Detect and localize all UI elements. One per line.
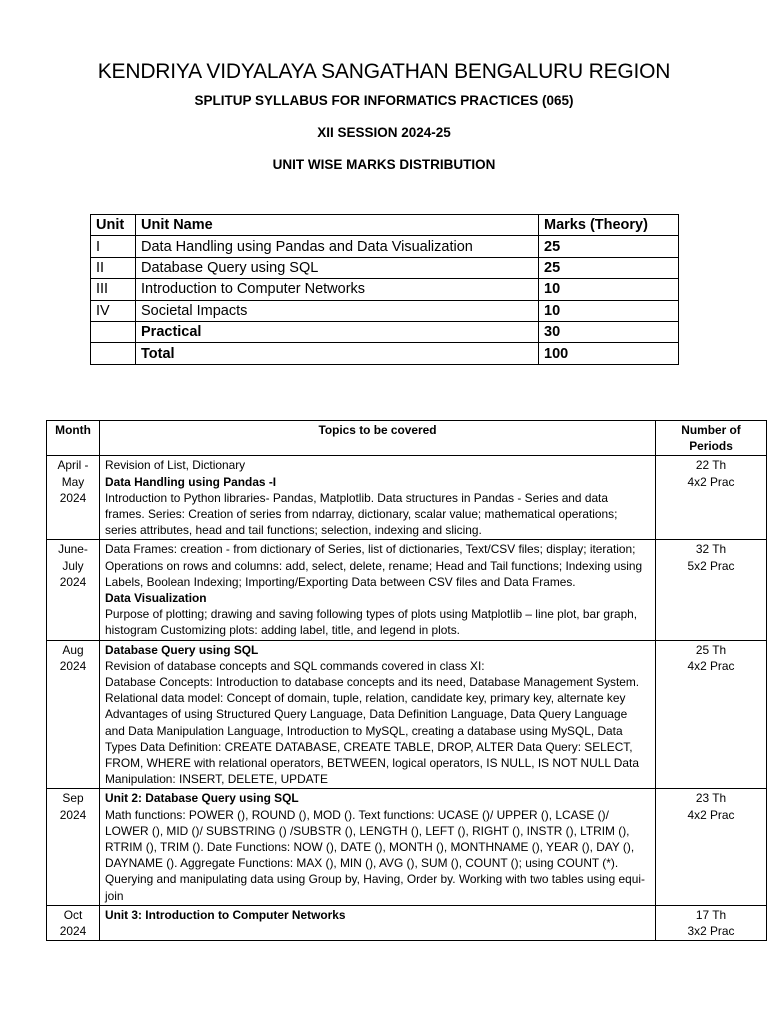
periods-line: 23 Th (695, 791, 727, 806)
month-line: July (62, 558, 84, 573)
month-line: 2024 (59, 658, 87, 673)
syllabus-subtitle: SPLITUP SYLLABUS FOR INFORMATICS PRACTICES (065) (194, 93, 574, 108)
periods-line: 4x2 Prac (687, 807, 735, 822)
marks-distribution-table (90, 214, 679, 365)
header-month: Month (47, 421, 100, 456)
periods-line: 32 Th (695, 542, 727, 557)
plan-table-row (47, 905, 767, 940)
plan-table-row (47, 789, 767, 905)
unit-name-cell: Total (136, 343, 539, 364)
plan-table-row (47, 640, 767, 789)
topics-cell (100, 789, 656, 905)
topics-cell (100, 456, 656, 540)
month-line: May (61, 474, 85, 489)
marks-cell: 30 (539, 321, 679, 342)
periods-line: 3x2 Prac (687, 924, 735, 939)
marks-cell: 10 (539, 279, 679, 300)
header-unit-name: Unit Name (136, 215, 539, 236)
marks-table-row (91, 321, 679, 342)
periods-cell (656, 905, 767, 940)
topics-cell (100, 905, 656, 940)
month-cell (47, 456, 100, 540)
month-line: April - (57, 458, 89, 473)
header-periods-line-1: Number of (681, 423, 741, 437)
unit-cell: III (91, 279, 136, 300)
plan-table-row (47, 540, 767, 640)
unit-cell: IV (91, 300, 136, 321)
unit-name-cell: Societal Impacts (136, 300, 539, 321)
marks-table-row (91, 236, 679, 257)
month-line: 2024 (59, 807, 87, 822)
marks-cell: 100 (539, 343, 679, 364)
unit-name-cell: Database Query using SQL (136, 257, 539, 278)
header-periods-line-2: Periods (689, 439, 733, 454)
marks-table-row (91, 257, 679, 278)
month-line: Aug (62, 642, 84, 657)
month-cell (47, 640, 100, 789)
unit-name-cell: Introduction to Computer Networks (136, 279, 539, 300)
topic-text: Database Concepts: Introduction to database concepts and its need, Database Management System. Relational data model: Concept of domain, tuple, relation, candidate key, primary key, alternate key Advantages of using Structured Query Language, Data Definition Language, Data Query Language and Data Manipulation Language, Introduction to MySQL, creating a database using MySQL, Data Types Data Definition: CREATE DATABASE, CREATE TABLE, DROP, ALTER Data Query: SELECT, FROM, WHERE with relational operators, BETWEEN, logical operators, IS NULL, IS NOT NULL Data Manipulation: INSERT, DELETE, UPDATE (105, 675, 640, 787)
section-title: UNIT WISE MARKS DISTRIBUTION (272, 157, 496, 172)
topic-text: Data Frames: creation - from dictionary of Series, list of dictionaries, Text/CSV files; display; iteration; Operations on rows and columns: add, select, delete, rename; Head and Tail functions; Indexing using Labels, Boolean Indexing; Importing/Exporting Data between CSV files and Data Frames. (105, 542, 643, 589)
plan-table-row (47, 456, 767, 540)
periods-cell (656, 640, 767, 789)
topics-cell (100, 540, 656, 640)
topic-text: Revision of database concepts and SQL commands covered in class XI: (105, 658, 485, 673)
marks-table-header (91, 215, 679, 236)
syllabus-plan-table (46, 420, 767, 941)
month-cell (47, 540, 100, 640)
periods-line: 25 Th (695, 642, 727, 657)
unit-cell (91, 321, 136, 342)
month-line: 2024 (59, 574, 87, 589)
marks-cell: 25 (539, 236, 679, 257)
plan-table-header (47, 421, 767, 456)
month-line: 2024 (59, 924, 87, 939)
unit-name-cell: Practical (136, 321, 539, 342)
marks-table-row (91, 300, 679, 321)
header-periods (656, 421, 767, 456)
periods-line: 5x2 Prac (687, 558, 735, 573)
month-cell (47, 789, 100, 905)
topic-text: Revision of List, Dictionary (105, 458, 246, 473)
month-line: Oct (63, 907, 83, 922)
session-label: XII SESSION 2024-25 (317, 125, 451, 140)
topic-text: Introduction to Python libraries- Pandas, Matplotlib. Data structures in Pandas - Series and data frames. Series: Creation of series from ndarray, dictionary, scalar value; mathematical operations; series attributes, head and tail functions; selection, indexing and slicing. (105, 490, 618, 538)
header-marks: Marks (Theory) (539, 215, 679, 236)
document-title: KENDRIYA VIDYALAYA SANGATHAN BENGALURU REGION (97, 60, 671, 83)
periods-line: 22 Th (695, 458, 727, 473)
topic-text: Math functions: POWER (), ROUND (), MOD (). Text functions: UCASE ()/ UPPER (), LCASE ()/ LOWER (), MID ()/ SUBSTRING () /SUBSTR (), LENGTH (), LEFT (), RIGHT (), INSTR (), LTRIM (), RTRIM (), TRIM (). Date Functions: NOW (), DATE (), MONTH (), MONTHNAME (), YEAR (), DAY (), DAYNAME (). Aggregate Functions: MAX (), MIN (), AVG (), SUM (), COUNT (); using COUNT (*). Querying and manipulating data using Group by, Having, Order by. Working with two tables using equi-join (105, 807, 645, 903)
marks-table-row (91, 279, 679, 300)
topic-text: Purpose of plotting; drawing and saving following types of plots using Matplotlib – line plot, bar graph, histogram Customizing plots: adding label, title, and legend in plots. (105, 607, 638, 638)
marks-table-row (91, 343, 679, 364)
unit-cell: II (91, 257, 136, 278)
topic-heading: Unit 2: Database Query using SQL (105, 791, 299, 806)
unit-cell (91, 343, 136, 364)
month-line: June- (58, 542, 88, 557)
topic-heading: Unit 3: Introduction to Computer Networks (105, 907, 346, 922)
month-cell (47, 905, 100, 940)
unit-cell: I (91, 236, 136, 257)
periods-cell (656, 789, 767, 905)
topic-heading: Data Visualization (105, 591, 207, 606)
month-line: 2024 (59, 490, 87, 505)
header-topics: Topics to be covered (100, 421, 656, 456)
month-line: Sep (62, 791, 84, 806)
periods-cell (656, 456, 767, 540)
periods-line: 4x2 Prac (687, 658, 735, 673)
marks-cell: 25 (539, 257, 679, 278)
topic-heading: Data Handling using Pandas -I (105, 474, 277, 489)
marks-cell: 10 (539, 300, 679, 321)
unit-name-cell: Data Handling using Pandas and Data Visualization (136, 236, 539, 257)
topic-heading: Database Query using SQL (105, 642, 259, 657)
periods-line: 4x2 Prac (687, 474, 735, 489)
topics-cell (100, 640, 656, 789)
periods-line: 17 Th (695, 907, 727, 922)
periods-cell (656, 540, 767, 640)
header-unit: Unit (91, 215, 136, 236)
